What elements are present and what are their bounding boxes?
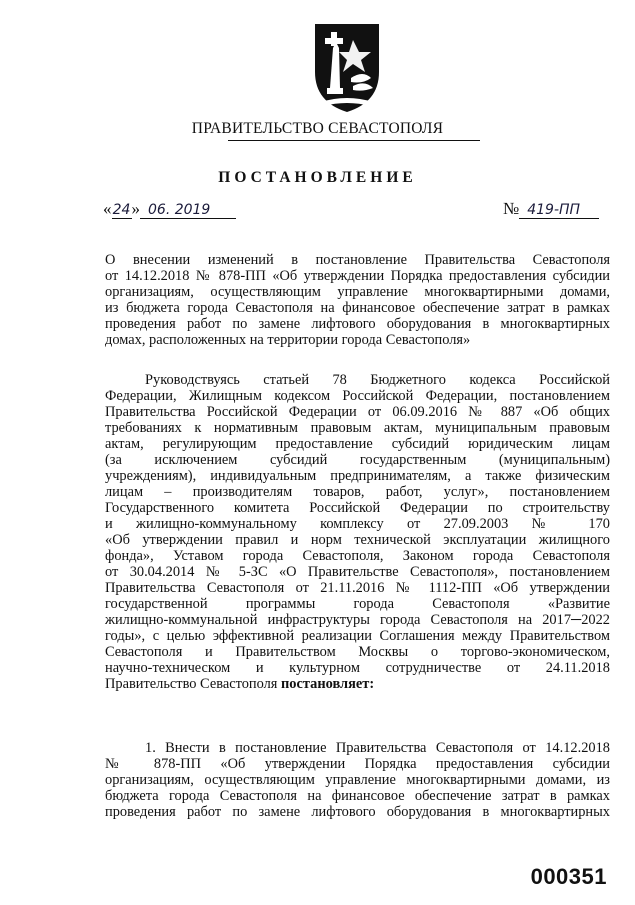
preamble-line: (за исключением субсидий государственным (муниципальным) [105,452,610,468]
subject-line: организациям, осуществляющим управление многоквартирными домами, [105,284,610,300]
preamble-line: научно-техническом и культурном сотрудничестве от 24.11.2018 [105,660,610,676]
preamble-line: жилищно-коммунальной инфраструктуры города Севастополя на 2017─2022 [105,612,610,628]
preamble-line: от 30.04.2014 № 5-ЗС «О Правительстве Севастополя», постановлением [105,564,610,580]
item-1-line: № 878-ПП «Об утверждении Порядка предоставления субсидии [105,756,610,772]
subject-line: проведения работ по замене лифтового оборудования в многоквартирных [105,316,610,332]
preamble-line: «Об утверждении правил и норм технической эксплуатации жилищного [105,532,610,548]
preamble-line: учреждениям), индивидуальным предпринимателям, а также физическим [105,468,610,484]
preamble-line: государственной программы города Севастополя «Развитие [105,596,610,612]
preamble-line: Федерации, Жилищным кодексом Российской Федерации, постановлением [105,388,610,404]
document-title: ПОСТАНОВЛЕНИЕ [218,169,417,186]
preamble-line: требованиях к нормативным правовым актам, муниципальным правовым [105,420,610,436]
date-day: 24 [112,202,131,218]
document-date [103,199,236,219]
date-open-quote: « [103,199,112,218]
item-1-line: организациям, осуществляющим управление многоквартирными домами, из [105,772,610,788]
preamble-line: и жилищно-коммунальному комплексу от 27.09.2003 № 170 [105,516,610,532]
preamble-line: Севастополя и Правительством Москвы о торгово-экономическом, [105,644,610,660]
number-value: 419-ПП [519,202,599,219]
number-prefix: № [503,199,520,218]
preamble-line: годы», с целью эффективной реализации Соглашения между Правительством [105,628,610,644]
preamble-line: актам, регулирующим предоставление субсидий юридическим лицам [105,436,610,452]
item-1-block [105,740,610,820]
page-number: 000351 [530,864,607,889]
date-close-quote: » [131,199,140,218]
decree-word: постановляет: [281,676,375,692]
preamble-closing-line [105,676,610,692]
document-number [503,199,599,219]
subject-line: домах, расположенных на территории города Севастополя» [105,332,471,348]
coat-of-arms-icon [313,22,381,114]
subject-block [105,252,610,348]
subject-line: из бюджета города Севастополя на финансовое обеспечение затрат в рамках [105,300,610,316]
preamble-line: Правительства Севастополя от 21.11.2016 № 1112-ПП «Об утверждении [105,580,610,596]
government-name: ПРАВИТЕЛЬСТВО СЕВАСТОПОЛЯ [191,120,444,137]
item-1-line: проведения работ по замене лифтового оборудования в многоквартирных [105,804,610,820]
subject-line: О внесении изменений в постановление Правительства Севастополя [105,252,610,268]
preamble-line: Правительства Российской Федерации от 06.09.2016 № 887 «Об общих [105,404,610,420]
preamble-block [105,372,610,692]
preamble-line: лицам – производителям товаров, работ, услуг», постановлением [105,484,610,500]
item-1-line: 1. Внести в постановление Правительства Севастополя от 14.12.2018 [145,740,610,756]
item-1-line: бюджета города Севастополя на финансовое обеспечение затрат в рамках [105,788,610,804]
date-month-year: 06. 2019 [140,202,236,219]
preamble-last-text: Правительство Севастополя [105,676,278,692]
preamble-line: Государственного комитета Российской Федерации по строительству [105,500,610,516]
header-underline [228,140,480,141]
subject-line: от 14.12.2018 № 878-ПП «Об утверждении Порядка предоставления субсидии [105,268,610,284]
preamble-line: Руководствуясь статьей 78 Бюджетного кодекса Российской [145,372,610,388]
preamble-line: фонда», Уставом города Севастополя, Законом города Севастополя [105,548,610,564]
